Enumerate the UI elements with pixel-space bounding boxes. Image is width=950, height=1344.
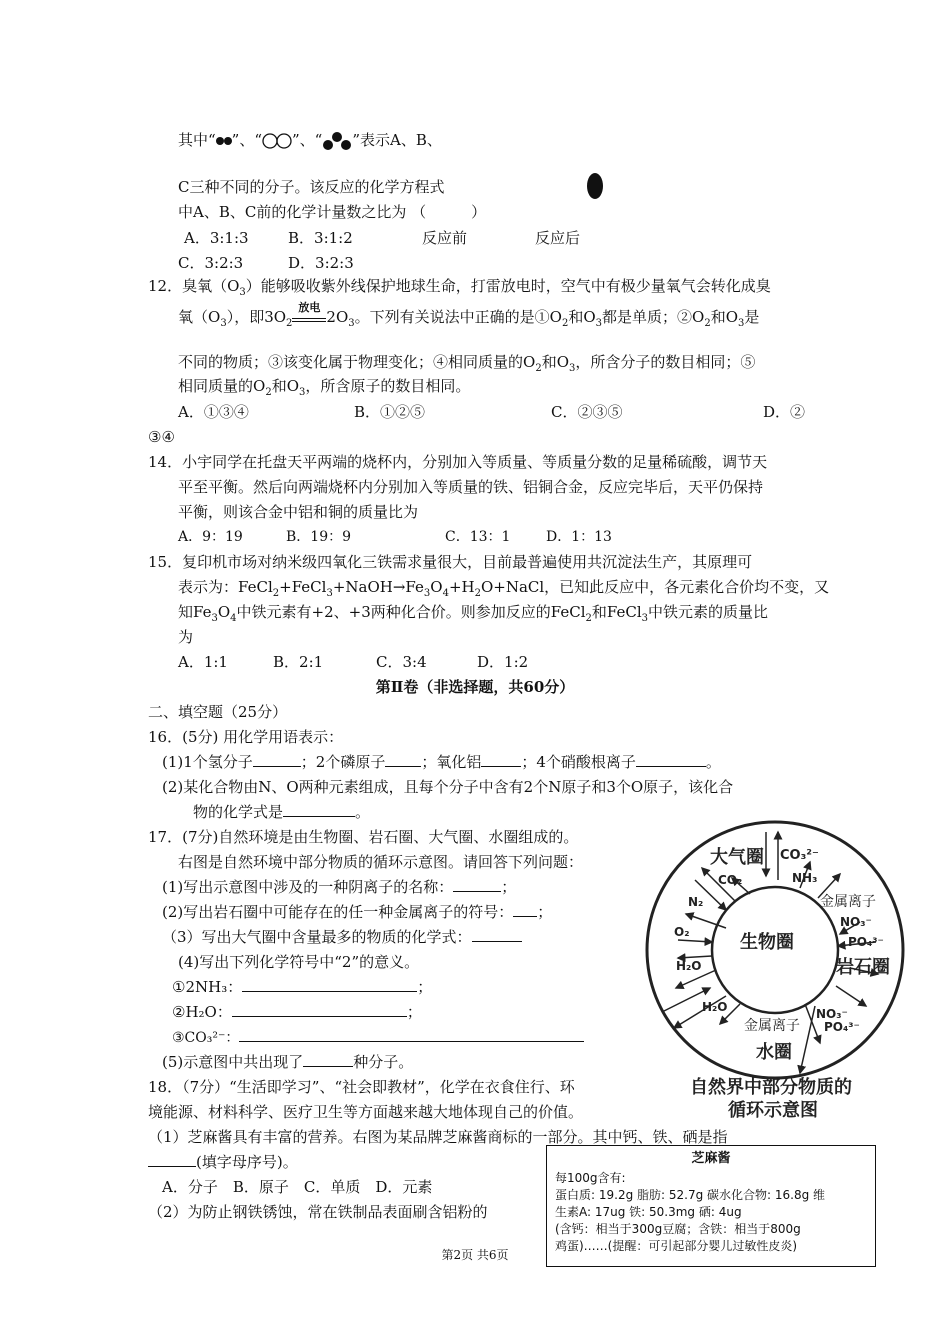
n2-label: N₂: [688, 895, 704, 909]
q16-text: 物的化学式是: [193, 803, 284, 821]
answer-blank[interactable]: [303, 1052, 353, 1067]
section-title: 二、填空题（25分）: [148, 703, 288, 721]
q11-text: ”、“: [292, 131, 323, 149]
q12-text: 不同的物质；③该变化属于物理变化；④相同质量的O: [178, 353, 536, 371]
q17-text: ①2NH₃：: [172, 978, 243, 996]
label-title: 芝麻酱: [691, 1151, 731, 1166]
q11-text: ”表示A、B、: [352, 131, 442, 149]
q17-text: ；: [417, 978, 433, 996]
q12-line4: 相同质量的$O_2$和$O_3$，所含原子的数目相同。: [178, 377, 471, 398]
q12-line2: [178, 301, 760, 329]
subscript: 3: [220, 318, 227, 329]
q12-text: ，所含原子的数目相同。: [305, 377, 471, 395]
page-footer: 第2页 共6页: [441, 1248, 509, 1262]
lithosphere-label: 岩石圈: [836, 957, 890, 978]
q16-text: 。: [705, 753, 721, 771]
q17-text: （3）写出大气圈中含量最多的物质的化学式：: [162, 928, 472, 946]
q15-line4: 为: [178, 628, 194, 646]
subscript: 2: [704, 318, 711, 329]
hydrosphere-label: 水圈: [756, 1042, 792, 1063]
q11-option-b: B．3:1:2: [288, 229, 353, 247]
q16-text: 。: [355, 803, 371, 821]
q16-text: (1)1个氢分子: [162, 753, 253, 771]
diagram-caption-2: 循环示意图: [728, 1100, 818, 1121]
q12-option-c: C．②③⑤: [551, 403, 623, 421]
co2-label: CO₂: [718, 873, 743, 887]
q14-option-c: C．13：1: [445, 529, 511, 545]
q16-line1: 16．(5分) 用化学用语表示：: [148, 728, 344, 746]
nh3-label: NH₃: [792, 871, 818, 885]
subscript: 3: [348, 318, 355, 329]
q17-text: 种分子。: [353, 1053, 414, 1071]
q18-line1: 18．（7分）“生活即学习”、“社会即教材”，化学在衣食住行、环: [148, 1078, 575, 1096]
reaction-condition: [292, 301, 326, 322]
q15-text: 中铁元素有+2、+3两种化合价。则参加反应的FeCl: [236, 603, 586, 621]
answer-blank[interactable]: [513, 902, 537, 917]
answer-blank[interactable]: [232, 1002, 407, 1017]
q12-text: ，所含分子的数目相同；⑤: [575, 353, 756, 371]
q15-text: O: [217, 603, 231, 621]
atmosphere-label: 大气圈: [710, 847, 764, 868]
subscript: 2: [561, 318, 569, 329]
answer-blank[interactable]: [253, 752, 301, 767]
q17-text: ；: [537, 903, 553, 921]
subscript: 2: [286, 318, 293, 329]
q14-option-b: B．19：9: [286, 529, 352, 545]
q15-text: 和FeCl: [591, 603, 642, 621]
q16-line2: [162, 752, 721, 772]
q15-text: +H: [448, 578, 475, 596]
q17-line9: [172, 1027, 584, 1048]
subscript: 3: [239, 287, 246, 298]
q18-line2: 境能源、材料科学、医疗卫生等方面越来越大地体现自己的价值。: [148, 1103, 584, 1121]
q12-text: 和O: [710, 308, 738, 326]
q15-text: +FeCl: [279, 578, 327, 596]
q12-option-d: D．②: [763, 403, 806, 421]
q11-after-label: 反应后: [535, 229, 581, 247]
q12-text: 2O: [326, 308, 349, 326]
q12-option-a: A．①③④: [178, 403, 249, 421]
label-line: 生素A: 17ug 铁: 50.3mg 硒: 4ug: [555, 1205, 742, 1219]
q11-option-c: C．3:2:3: [178, 254, 244, 272]
q12-line1: [148, 276, 771, 296]
answer-blank[interactable]: [636, 752, 706, 767]
diagram-caption-1: 自然界中部分物质的: [690, 1077, 852, 1098]
q12-text: 和O: [271, 377, 299, 395]
q15-line3: 知$Fe_3O_4$中铁元素有+2、+3两种化合价。则参加反应的FeCl$_2$和FeCl$_3$中铁元素的质量比: [178, 603, 769, 624]
q12-text: 和O: [568, 308, 596, 326]
q17-line5: [162, 927, 522, 947]
q18-line5: A．分子 B．原子 C．单质 D．元素: [162, 1178, 433, 1196]
q12-text: 。下列有关说法中正确的是①O: [354, 308, 562, 326]
co3-label: CO₃²⁻: [780, 848, 819, 863]
answer-blank[interactable]: [242, 977, 417, 992]
q17-text: ；: [501, 878, 517, 896]
answer-blank[interactable]: [283, 802, 355, 817]
q17-line7: [172, 977, 432, 997]
q17-line10: [162, 1052, 413, 1072]
label-line: (含钙：相当于300g豆腐；含铁：相当于800g: [555, 1222, 801, 1236]
q16-text: ；2个磷原子: [300, 753, 386, 771]
molecule-b-icon: [262, 133, 292, 149]
no3-label: NO₃⁻: [840, 915, 872, 929]
q14-option-d: D．1：13: [546, 529, 612, 545]
q17-line3: [162, 877, 516, 897]
q14-line3: 平衡，则该合金中铝和铜的质量比为: [178, 503, 419, 521]
part2-title: 第Ⅱ卷（非选择题，共60分）: [375, 678, 575, 696]
h2o-label-2: H₂O: [702, 1000, 728, 1014]
o2-label: O₂: [674, 925, 690, 939]
q12-text: ）能够吸收紫外线保护地球生命，打雷放电时，空气中有极少量氧气会转化成臭: [245, 277, 771, 295]
q11-line2: C三种不同的分子。该反应的化学方程式: [178, 178, 445, 196]
q12-text: 相同质量的O: [178, 377, 266, 395]
po4-label: PO₄³⁻: [848, 935, 884, 949]
answer-blank[interactable]: [239, 1027, 584, 1042]
q15-option-c: C．3:4: [376, 653, 427, 671]
q18-line6: （2）为防止钢铁锈蚀，常在铁制品表面刷含铝粉的: [148, 1203, 488, 1221]
biosphere-label: 生物圈: [740, 932, 794, 953]
q12-text: 和O: [541, 353, 569, 371]
q18-line3: （1）芝麻酱具有丰富的营养。右图为某品牌芝麻酱商标的一部分。其中钙、铁、硒是指: [148, 1128, 728, 1146]
no3-label-2: NO₃⁻: [816, 1007, 848, 1021]
q15-text: 表示为：FeCl: [178, 578, 273, 596]
label-line: 每100g含有:: [555, 1171, 626, 1185]
q11-text: ”、“: [231, 131, 263, 149]
q17-line4: [162, 902, 552, 922]
q12-text: 12．臭氧（O: [148, 277, 240, 295]
q15-option-d: D．1:2: [477, 653, 529, 671]
q15-text: O+NaCl，已知此反应中，各元素化合价均不变，又: [480, 578, 830, 596]
q11-line1: [178, 130, 442, 151]
q16-line3: (2)某化合物由N、O两种元素组成，且每个分子中含有2个N原子和3个O原子，该化合: [162, 778, 734, 796]
q16-line4: [193, 802, 370, 822]
q11-text: 其中“: [178, 131, 216, 149]
q15-text: +NaOH→Fe: [332, 578, 424, 596]
q12-option-b: B．①②⑤: [354, 403, 426, 421]
q17-line2: 右图是自然环境中部分物质的循环示意图。请回答下列问题：: [178, 853, 584, 871]
metal-ion-label: 金属离子: [820, 894, 876, 910]
q12-text: 氧（O: [178, 308, 221, 326]
particle-ellipse-icon: [585, 171, 605, 201]
answer-blank[interactable]: [385, 752, 421, 767]
q18-text: (填字母序号)。: [196, 1153, 298, 1171]
po4-label-2: PO₄³⁻: [824, 1020, 860, 1034]
q12-option-d-wrap: ③④: [148, 428, 175, 446]
q16-text: ；氧化铝: [421, 753, 482, 771]
subscript: 3: [595, 318, 602, 329]
metal-ion-label-2: 金属离子: [744, 1018, 800, 1034]
q15-text: 中铁元素的质量比: [648, 603, 769, 621]
q17-text: ②H₂O：: [172, 1003, 232, 1021]
q12-line3: 不同的物质；③该变化属于物理变化；④相同质量的$O_2$和$O_3$，所含分子的数目相同；⑤: [178, 353, 756, 374]
q15-text: 知Fe: [178, 603, 212, 621]
q12-text: 是: [744, 308, 760, 326]
q17-line6: (4)写出下列化学符号中“2”的意义。: [178, 953, 420, 971]
answer-blank[interactable]: [472, 927, 522, 942]
q17-text: ；: [406, 1003, 422, 1021]
q11-before-label: 反应前: [422, 229, 468, 247]
answer-blank[interactable]: [148, 1152, 196, 1167]
q17-line1: 17．(7分)自然环境是由生物圈、岩石圈、大气圈、水圈组成的。: [148, 828, 579, 846]
q17-text: (2)写出岩石圈中可能存在的任一种金属离子的符号：: [162, 903, 514, 921]
q15-text: O: [430, 578, 443, 596]
q15-line2: 表示为：$FeCl_2+FeCl_3+NaOH\to Fe_3O_4+H_2O+NaCl$，已知此反应中，各元素化合价均不变，又: [178, 578, 830, 599]
q17-text: (5)示意图中共出现了: [162, 1053, 304, 1071]
label-line: 蛋白质: 19.2g 脂肪: 52.7g 碳水化合物: 16.8g 维: [555, 1188, 826, 1202]
q12-text: ），即3O: [226, 308, 287, 326]
answer-blank[interactable]: [453, 877, 501, 892]
molecule-a-icon: [216, 136, 232, 146]
q11-line3: 中A、B、C前的化学计量数之比为 （ ）: [178, 203, 487, 221]
q14-option-a: A．9：19: [178, 529, 243, 545]
q15-option-b: B．2:1: [273, 653, 324, 671]
subscript: 3: [738, 318, 745, 329]
q18-line4: [148, 1152, 298, 1172]
h2o-label: H₂O: [676, 959, 702, 973]
q14-line1: 14．小宇同学在托盘天平两端的烧杯内，分别加入等质量、等质量分数的足量稀硫酸，调节天: [148, 453, 768, 471]
answer-blank[interactable]: [481, 752, 521, 767]
q15-line1: 15．复印机市场对纳米级四氧化三铁需求量很大，目前最普遍使用共沉淀法生产，其原理可: [148, 553, 753, 571]
q15-option-a: A．1:1: [178, 653, 228, 671]
q16-text: ；4个硝酸根离子: [521, 753, 636, 771]
q14-line2: 平至平衡。然后向两端烧杯内分别加入等质量的铁、铝铜合金，反应完毕后，天平仍保持: [178, 478, 764, 496]
molecule-c-icon: [322, 131, 352, 151]
label-line: 鸡蛋)……(提醒：可引起部分婴儿过敏性皮炎): [555, 1239, 798, 1253]
q12-text: 都是单质；②O: [602, 308, 705, 326]
q17-line8: [172, 1002, 422, 1022]
condition-label: 放电: [298, 301, 321, 314]
q17-text: ③CO₃²⁻：: [172, 1030, 240, 1046]
q11-option-a: A．3:1:3: [184, 229, 249, 247]
q11-option-d: D．3:2:3: [288, 254, 354, 272]
q17-text: (1)写出示意图中涉及的一种阴离子的名称：: [162, 878, 454, 896]
